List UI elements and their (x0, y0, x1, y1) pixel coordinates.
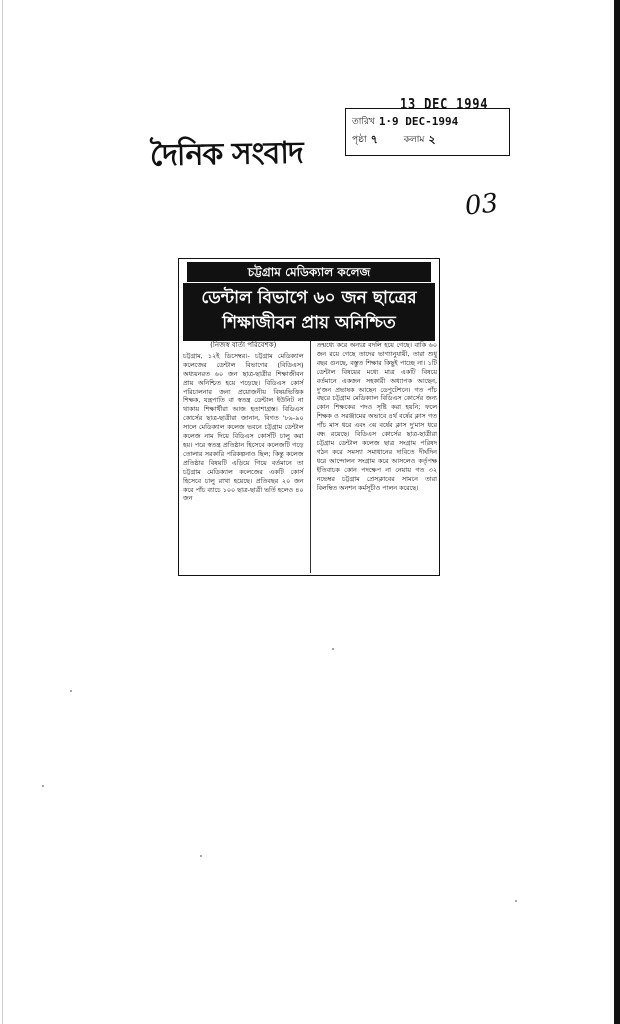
article-body (183, 341, 437, 573)
ref-date-row (352, 113, 503, 131)
received-date-stamp: 13 DEC 1994 (400, 95, 489, 113)
scan-speck (70, 690, 72, 692)
reference-stamp-box (345, 108, 510, 156)
headline-line-1: ডেন্টাল বিভাগে ৬০ জন ছাত্রের (201, 288, 417, 308)
column-divider (310, 341, 311, 573)
scan-speck (515, 900, 517, 902)
article-column-1-text: চট্টগ্রাম, ১২ই ডিসেম্বর।- চট্টগ্রাম মেডিক্যাল কলেজের ডেন্টাল বিভাগের (বিডিএস) অধ্যয়নরত ৬০ জন ছাত্র-ছাত্রীর শিক্ষাজীবন প্রায় অনিশ্চিত হয়ে পড়েছে। বিডিএস কোর্স পরিচালনার জন্য প্রয়োজনীয় বিষয়ভিত্তিক শিক্ষক, যন্ত্রপাতি বা স্বতন্ত্র ডেন্টাল ইউনিট না থাকায় শিক্ষার্থীরা আজ হতাশাগ্রস্ত। বিডিএস কোর্সের ছাত্র-ছাত্রীরা জানান, বিগত '৮৯-৯০ সালে মেডিক্যাল কলেজ ভবনে চট্টগ্রাম ডেন্টাল কলেজ নাম দিয়ে বিডিএস কোর্সটি চালু করা হয়। পরে স্বতন্ত্র প্রতিষ্ঠান হিসেবে কলেজটি গড়ে তোলার সরকারি পরিকল্পনাও ছিল; কিন্তু কলেজ প্রতিষ্ঠার বিষয়টি এড়িয়ে গিয়ে বর্তমানে তা চট্টগ্রাম মেডিক্যাল কলেজের একটি কোর্স হিসেবে চালু রাখা হয়েছে। প্রতিবছর ২০ জন করে পাঁচ ব্যাচে ১০০ ছাত্র-ছাত্রী ভর্তি হলেও ৪০ জন (183, 351, 304, 503)
article-kicker: চট্টগ্রাম মেডিক্যাল কলেজ (187, 262, 431, 282)
ref-date-label: তারিখ (352, 117, 375, 127)
scan-speck (200, 855, 202, 857)
handwritten-number: 03 (463, 188, 500, 222)
ref-page-row (352, 131, 503, 149)
scan-edge-left (2, 0, 3, 1024)
ref-column-value: ২ (428, 133, 436, 146)
ref-page-value: ৭ (370, 133, 378, 146)
scan-speck (332, 648, 334, 650)
newspaper-clipping (178, 258, 440, 576)
ref-page-label: পৃষ্ঠা (352, 135, 367, 145)
newspaper-masthead: দৈনিক সংবাদ (149, 135, 303, 174)
ref-column-label: কলাম (403, 135, 425, 145)
article-column-2-text: তন্মধ্যে করে অন্যত্র বদলি হয়ে গেছে। বাকি ৬০ জন রয়ে গেছে তাদের ভাগ্যানুযায়ী, তারা শুধু বছর গুনছে, বস্তুত শিক্ষার কিছুই পাচ্ছে না। ১টি ডেন্টাল বিষয়ের মধ্যে মাত্র একটি বিষয়ে বর্তমানে একজন সহকারী অধ্যাপক আছেন, দু'জন প্রভাষক আছেন ডেপুটেশনে। গত পাঁচ বছরে চট্টগ্রাম মেডিক্যাল বিডিএস কোর্সের জন্য কোন শিক্ষকের পদও সৃষ্টি করা হয়নি; ফলে শিক্ষক ও সরঞ্জামের অভাবে ৪র্থ বর্ষের ক্লাস গত পাঁচ মাস ধরে এবং ৩য় বর্ষের ক্লাস দু'মাস ধরে বন্ধ রয়েছে। বিডিএস কোর্সের ছাত্র-ছাত্রীরা চট্টগ্রাম ডেন্টাল কলেজ ছাত্র সংগ্রাম পরিষদ গঠন করে সমস্যা সমাধানের দাবিতে দীর্ঘদিন ধরে আন্দোলন সংগ্রাম করে আসলেও কর্তৃপক্ষ ইতিবাচক কোন পদক্ষেপ না নেয়ায় গত ৩২ নভেম্বর চট্টগ্রাম প্রেসক্লাবের সামনে তারা বিলম্বিত অনশন কর্মসূচীও পালন করেছে। (316, 341, 437, 492)
article-byline: (নিজস্ব বার্তা পরিবেশক) (210, 341, 277, 349)
article-column-2 (317, 341, 438, 573)
article-column-1 (183, 341, 304, 573)
scan-edge-right (614, 0, 620, 1024)
article-headline (183, 283, 435, 341)
scan-speck (42, 785, 44, 787)
ref-date-value: 1·9 DEC-1994 (378, 115, 459, 128)
headline-line-2: শিক্ষাজীবন প্রায় অনিশ্চিত (222, 313, 396, 333)
